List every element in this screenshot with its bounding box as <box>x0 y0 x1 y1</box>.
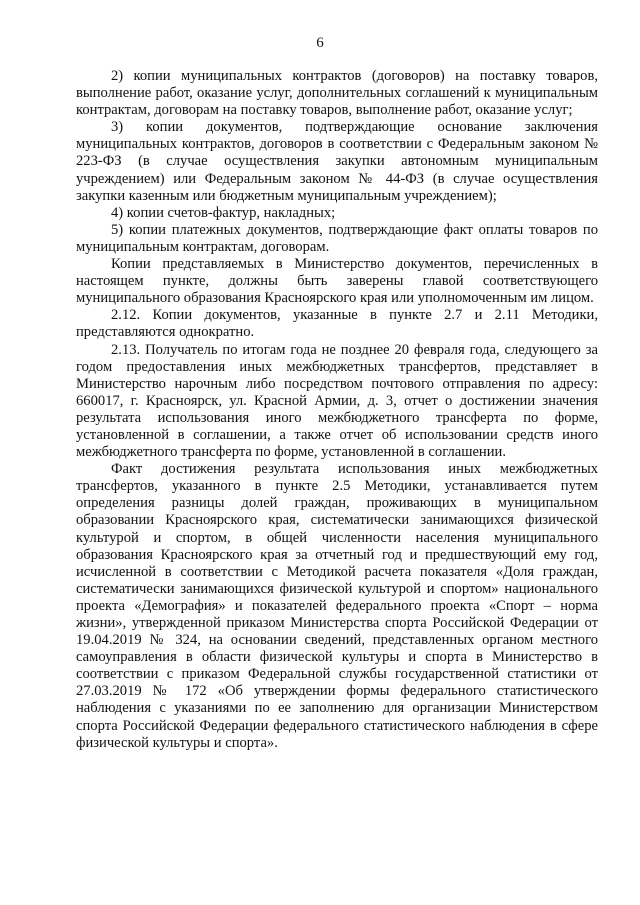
page-number: 6 <box>316 35 324 51</box>
paragraph-item-3-basis-documents: 3) копии документов, подтверждающие основание заключения муниципальных контрактов, договоров в соответствии с Федеральным законом № 223-ФЗ (в случае осуществления закупки автономным муниципальным учреждением) или Федеральным законом № 44-ФЗ (в случае осуществления закупки казенным или бюджетным муниципальным учреждением); <box>76 119 598 204</box>
document-body <box>76 68 598 752</box>
paragraph-result-achievement: Факт достижения результата использования иных межбюджетных трансфертов, указанного в пункте 2.5 Методики, устанавливается путем определения разницы долей граждан, проживающих в муниципальном образовании Красноярского края, систематически занимающихся физической культурой и спортом, в общей численности населения муниципального образования Красноярского края за отчетный год и предшествующий ему год, исчисленной в соответствии с Методикой расчета показателя «Доля граждан, систематически занимающихся физической культурой и спортом» национального проекта «Демография» и показателей федерального проекта «Спорт – норма жизни», утвержденной приказом Министерства спорта Российской Федерации от 19.04.2019 № 324, на основании сведений, представленных органом местного самоуправления в области физической культуры и спорта в Министерство в соответствии с приказом Федеральной службы государственной статистики от 27.03.2019 № 172 «Об утверждении формы федерального статистического наблюдения с указаниями по ее заполнению для организации Министерством спорта Российской Федерации федерального статистического наблюдения в сфере физической культуры и спорта». <box>76 461 598 751</box>
paragraph-item-5-payment-documents: 5) копии платежных документов, подтверждающие факт оплаты товаров по муниципальным контрактам, договорам. <box>76 221 598 255</box>
paragraph-item-4-invoices: 4) копии счетов-фактур, накладных; <box>111 204 336 221</box>
paragraph-2-13: 2.13. Получатель по итогам года не позднее 20 февраля года, следующего за годом предоставления иных межбюджетных трансфертов, представляет в Министерство нарочным либо посредством почтового отправления по адресу: 660017, г. Красноярск, ул. Красной Армии, д. 3, отчет о достижении значения результата использования иного межбюджетного трансферта по форме, установленной в соглашении, а также отчет об использовании средств иного межбюджетного трансферта по форме, установленной в соглашении. <box>76 341 598 461</box>
paragraph-2-12: 2.12. Копии документов, указанные в пункте 2.7 и 2.11 Методики, представляются однократно. <box>76 307 598 341</box>
paragraph-item-2-contracts: 2) копии муниципальных контрактов (договоров) на поставку товаров, выполнение работ, оказание услуг, дополнительных соглашений к муниципальным контрактам, договорам на поставку товаров, выполнение работ, оказание услуг; <box>76 68 598 119</box>
paragraph-copies-certification: Копии представляемых в Министерство документов, перечисленных в настоящем пункте, должны быть заверены главой соответствующего муниципального образования Красноярского края или уполномоченным им лицом. <box>76 256 598 307</box>
